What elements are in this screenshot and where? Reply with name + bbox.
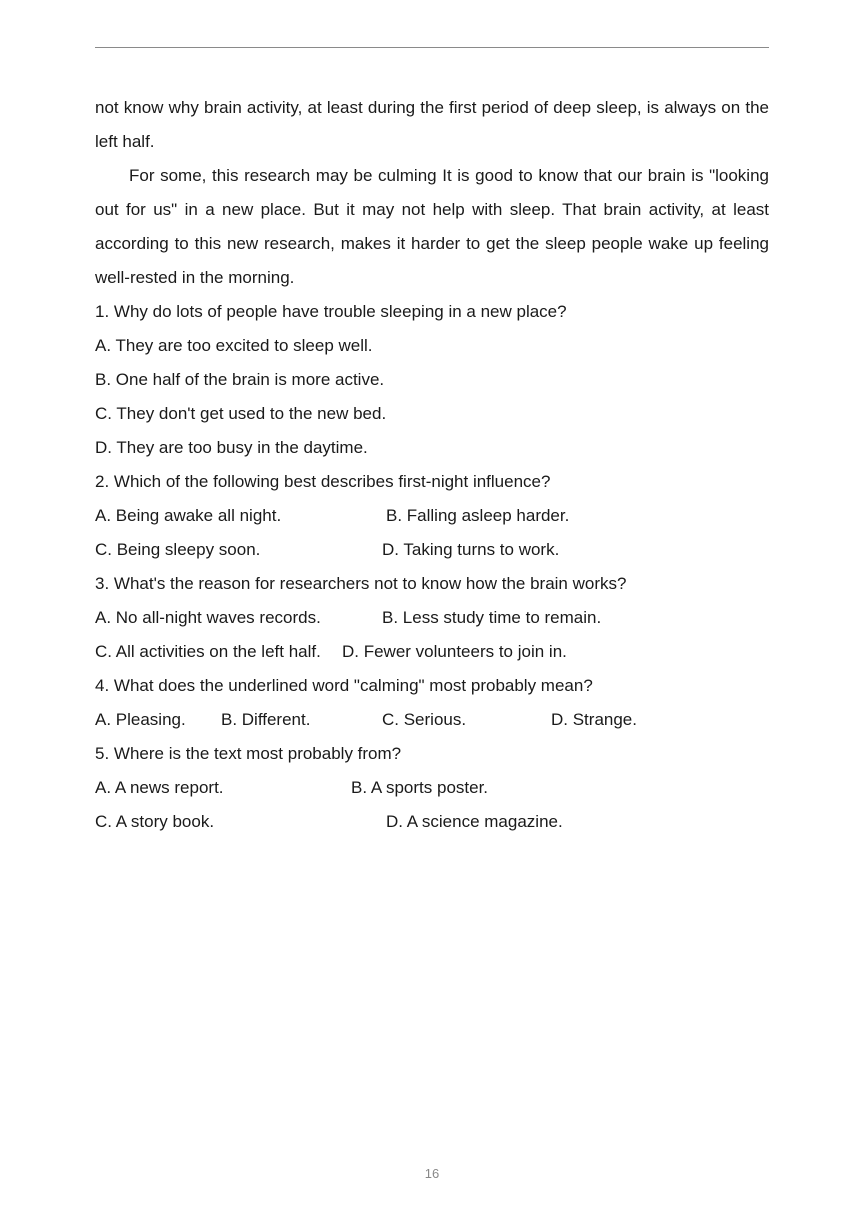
option-d: D. Taking turns to work.	[382, 540, 560, 559]
option-d: D. A science magazine.	[386, 812, 563, 831]
option-c: C. All activities on the left half.	[95, 642, 321, 661]
option-b: B. Falling asleep harder.	[386, 506, 570, 525]
option-d: D. They are too busy in the daytime.	[95, 438, 368, 457]
option-row	[95, 533, 769, 567]
option-a: A. Being awake all night.	[95, 506, 282, 525]
question-1	[95, 295, 769, 465]
question-stem: 2. Which of the following best describes first-night influence?	[95, 472, 551, 491]
question-3	[95, 567, 769, 669]
option-c: C. They don't get used to the new bed.	[95, 404, 387, 423]
option-c: C. Serious.	[382, 710, 467, 729]
option-a: A. Pleasing.	[95, 710, 186, 729]
option-c: C. Being sleepy soon.	[95, 540, 261, 559]
question-stem: 4. What does the underlined word "calming" most probably mean?	[95, 676, 593, 695]
header-rule	[95, 47, 769, 48]
question-5	[95, 737, 769, 839]
option-d: D. Strange.	[551, 710, 637, 729]
passage-paragraph-last: For some, this research may be culming It is good to know that our brain is "looking out for us" in a new place. But it may not help with sleep. That brain activity, at least according to this new research, makes it harder to get the sleep people wake up feeling well-rested in the morning.	[95, 166, 769, 287]
option-row	[95, 771, 769, 805]
option-row	[95, 805, 769, 839]
option-d: D. Fewer volunteers to join in.	[342, 642, 567, 661]
option-b: B. Different.	[221, 710, 311, 729]
option-b: B. Less study time to remain.	[382, 608, 602, 627]
question-stem: 5. Where is the text most probably from?	[95, 744, 402, 763]
option-b: B. A sports poster.	[351, 778, 489, 797]
page-content	[95, 91, 769, 839]
option-row	[95, 703, 769, 737]
option-row	[95, 499, 769, 533]
option-c: C. A story book.	[95, 812, 215, 831]
option-row	[95, 635, 769, 669]
option-row	[95, 601, 769, 635]
passage-paragraph-end: not know why brain activity, at least during the first period of deep sleep, is always on the left half.	[95, 98, 769, 151]
page-number: 16	[424, 1166, 440, 1181]
question-stem: 3. What's the reason for researchers not to know how the brain works?	[95, 574, 627, 593]
question-4	[95, 669, 769, 737]
option-a: A. They are too excited to sleep well.	[95, 336, 373, 355]
option-b: B. One half of the brain is more active.	[95, 370, 385, 389]
question-stem: 1. Why do lots of people have trouble sleeping in a new place?	[95, 302, 567, 321]
question-2	[95, 465, 769, 567]
option-a: A. A news report.	[95, 778, 224, 797]
option-a: A. No all-night waves records.	[95, 608, 321, 627]
